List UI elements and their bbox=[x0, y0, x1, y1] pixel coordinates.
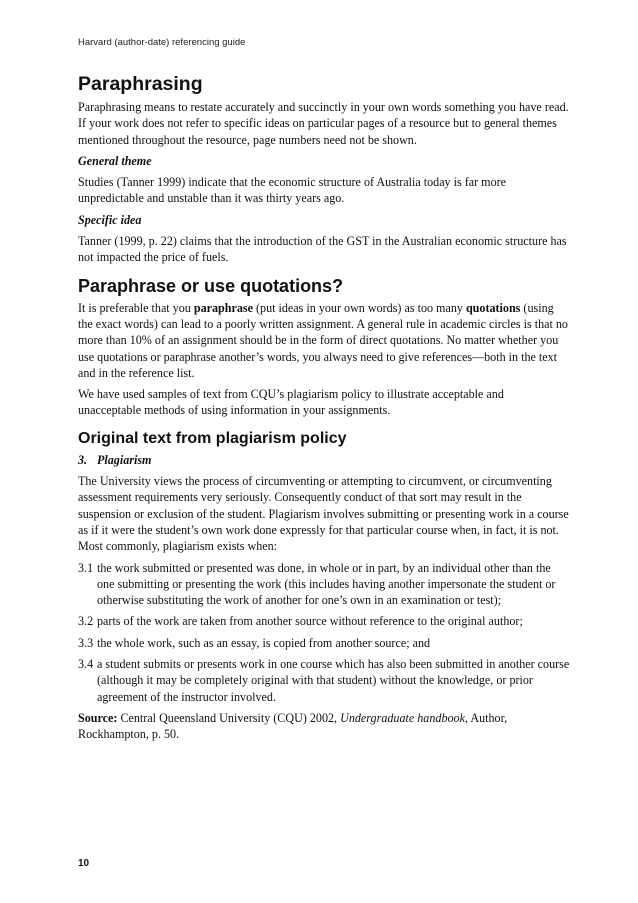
page-content bbox=[78, 72, 570, 748]
text-run: , Author, Rockhampton, p. 50. bbox=[78, 710, 508, 742]
quotations-emphasis: quotations bbox=[465, 300, 521, 315]
clause-text: parts of the work are taken from another source without reference to the original author; bbox=[97, 614, 523, 629]
quotations-paragraph bbox=[78, 300, 570, 381]
quotations-heading: Paraphrase or use quotations? bbox=[78, 275, 344, 296]
policy-section-number: 3. bbox=[78, 452, 88, 467]
clause-text: the whole work, such as an essay, is copied from another source; and bbox=[97, 635, 431, 650]
list-item bbox=[78, 613, 570, 629]
policy-clause-list bbox=[78, 560, 570, 705]
source-label: Source: bbox=[78, 710, 118, 725]
specific-idea-label: Specific idea bbox=[78, 212, 142, 227]
policy-section-heading bbox=[78, 452, 570, 468]
clause-number: 3.1 bbox=[78, 560, 94, 575]
list-item bbox=[78, 656, 570, 705]
list-item bbox=[78, 560, 570, 609]
policy-body: The University views the process of circumventing or attempting to circumvent, or circumventing assessment requirements very seriously. Consequently conduct of that sort may result in the suspension or exclusion of the student. Plagiarism involves submitting or presenting work in a course as if it were the student’s own work done expressly for that particular course when, in fact, it is not. Most commonly, plagiarism exists when: bbox=[78, 474, 569, 554]
source-citation bbox=[78, 710, 570, 743]
clause-text: the work submitted or presented was done, in whole or in part, by an individual other than the one submitting or presenting the work (this includes having another impersonate the student or otherwise substituting the work of another for one’s own in an examination or test); bbox=[97, 560, 556, 608]
text-run: (using the exact words) can lead to a poorly written assignment. A general rule in academic circles is that no more than 10% of an assignment should be in the form of direct quotations. No matter whether you use quotations or paraphrase another’s words, you always need to give references—both in the text and in the reference list. bbox=[78, 300, 568, 380]
clause-number: 3.2 bbox=[78, 614, 94, 629]
text-run: (put ideas in your own words) as too many bbox=[253, 300, 466, 315]
original-text-heading: Original text from plagiarism policy bbox=[78, 429, 347, 447]
list-item bbox=[78, 635, 570, 651]
paraphrasing-heading: Paraphrasing bbox=[78, 73, 203, 95]
clause-text: a student submits or presents work in one course which has also been submitted in another course (although it may be completely original with that student) without the knowledge, or prior agreement of the instructor involved. bbox=[97, 657, 570, 704]
general-theme-example: Studies (Tanner 1999) indicate that the economic structure of Australia today is far more unpredictable and unstable than it was thirty years ago. bbox=[78, 175, 507, 206]
general-theme-label: General theme bbox=[78, 153, 152, 168]
text-run: It is preferable that you bbox=[78, 300, 194, 315]
paraphrase-emphasis: paraphrase bbox=[193, 300, 253, 315]
clause-number: 3.3 bbox=[78, 635, 94, 650]
text-run: Central Queensland University (CQU) 2002, bbox=[117, 710, 341, 725]
running-header: Harvard (author-date) referencing guide bbox=[78, 37, 246, 48]
source-title: Undergraduate handbook bbox=[340, 710, 465, 725]
paraphrasing-intro: Paraphrasing means to restate accurately and succinctly in your own words something you have read. If your work does not refer to specific ideas on particular pages of a resource but to general themes mentioned throughout the resource, page numbers need not be shown. bbox=[78, 100, 569, 147]
policy-section-title: Plagiarism bbox=[97, 452, 152, 467]
clause-number: 3.4 bbox=[78, 657, 94, 672]
page-number: 10 bbox=[78, 858, 90, 869]
specific-idea-example: Tanner (1999, p. 22) claims that the introduction of the GST in the Australian economic structure has not impacted the price of fuels. bbox=[78, 234, 567, 265]
samples-paragraph: We have used samples of text from CQU’s plagiarism policy to illustrate acceptable and unacceptable methods of using information in your assignments. bbox=[78, 387, 504, 418]
